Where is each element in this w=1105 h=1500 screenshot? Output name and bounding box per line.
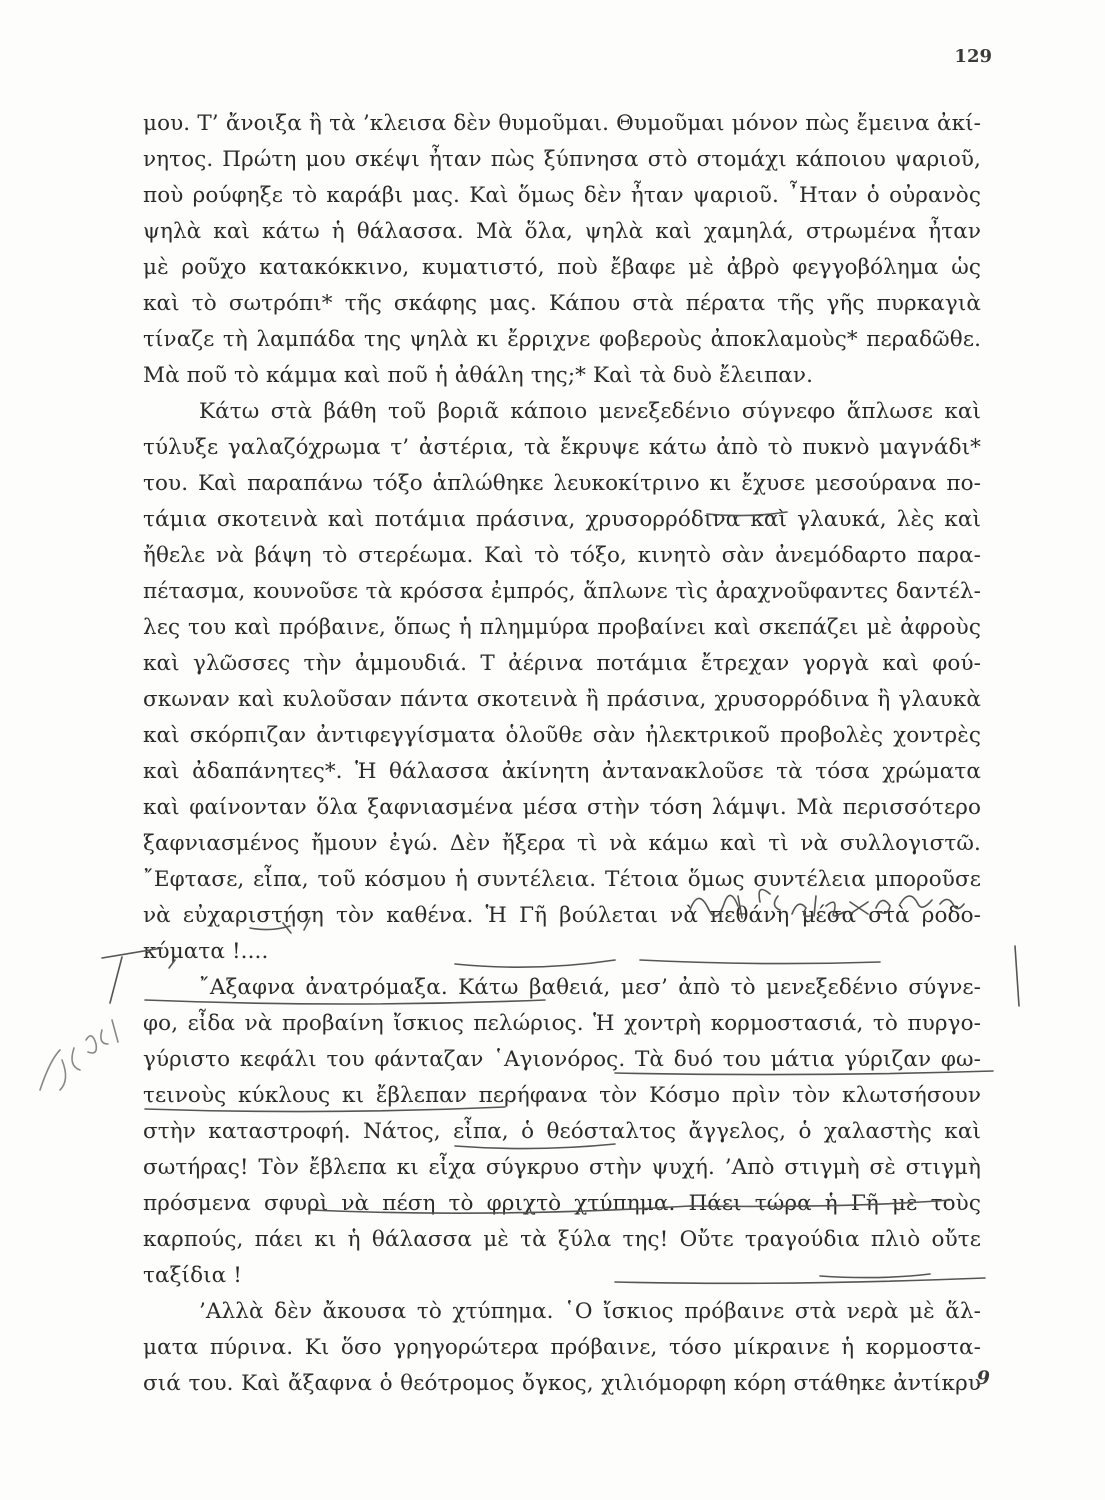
text-line: Κάτω στὰ βάθη τοῦ βοριᾶ κάποιο μενεξεδένιο σύγνεφο ἅπλωσε καὶ: [199, 399, 981, 424]
text-line: ματα πύρινα. Κι ὅσο γρηγορώτερα πρόβαινε, τόσο μίκραινε ἡ κορμοστα-: [143, 1335, 981, 1360]
text-line: ῎Αξαφνα ἀνατρόμαξα. Κάτω βαθειά, μεσ’ ἀπὸ τὸ μενεξεδένιο σύγνε-: [199, 975, 981, 1000]
text-line: καρπούς, πάει κι ἡ θάλασσα μὲ τὰ ξύλα της! Οὔτε τραγούδια πλιὸ οὔτε: [143, 1227, 981, 1252]
text-line: κύματα !....: [143, 939, 269, 964]
page-number: 129: [954, 46, 992, 67]
text-line: μὲ ροῦχο κατακόκκινο, κυματιστό, ποὺ ἔβαφε μὲ ἀβρὸ φεγγοβόλημα ὡς: [143, 255, 981, 280]
text-line: πρόσμενα σφυρὶ νὰ πέση τὸ φριχτὸ χτύπημα. Πάει τώρα ἡ Γῆ μὲ τοὺς: [143, 1191, 981, 1216]
text-line: Μὰ ποῦ τὸ κάμμα καὶ ποῦ ἡ ἀθάλη της;* Καὶ τὰ δυὸ ἔλειπαν.: [143, 363, 814, 388]
text-line: ’Αλλὰ δὲν ἄκουσα τὸ χτύπημα. ῾Ο ἴσκιος πρόβαινε στὰ νερὰ μὲ ἅλ-: [199, 1299, 981, 1324]
body-text: [143, 106, 981, 1402]
text-line: ψηλὰ καὶ κάτω ἡ θάλασσα. Μὰ ὅλα, ψηλὰ καὶ χαμηλά, στρωμένα ἦταν: [143, 219, 981, 244]
margin-annotation: [40, 1020, 118, 1090]
text-line: πέτασμα, κουνοῦσε τὰ κρόσσα ἐμπρός, ἅπλωνε τὶς ἀραχνοῦφαντες δαντέλ-: [143, 579, 981, 604]
text-line: τάμια σκοτεινὰ καὶ ποτάμια πράσινα, χρυσορρόδινα καὶ γλαυκά, λὲς καὶ: [143, 507, 981, 532]
text-line: καὶ φαίνονταν ὅλα ξαφνιασμένα μέσα στὴν τόση λάμψι. Μὰ περισσότερο: [143, 795, 981, 820]
text-line: σκωναν καὶ κυλοῦσαν πάντα σκοτεινὰ ἢ πράσινα, χρυσορρόδινα ἢ γλαυκὰ: [143, 687, 981, 712]
text-line: ποὺ ρούφηξε τὸ καράβι μας. Καὶ ὅμως δὲν ἦταν ψαριοῦ. ῏Ηταν ὁ οὐρανὸς: [143, 183, 981, 208]
text-line: σιά του. Καὶ ἄξαφνα ὁ θεότρομος ὄγκος, χιλιόμορφη κόρη στάθηκε ἀντίκρυ: [143, 1371, 981, 1396]
text-line: ξαφνιασμένος ἤμουν ἐγώ. Δὲν ἤξερα τὶ νὰ κάμω καὶ τὶ νὰ συλλογιστῶ.: [143, 831, 981, 856]
text-line: καὶ ἀδαπάνητες*. Ἡ θάλασσα ἀκίνητη ἀντανακλοῦσε τὰ τόσα χρώματα: [143, 759, 981, 784]
text-line: μου. Τ’ ἄνοιξα ἢ τὰ ’κλεισα δὲν θυμοῦμαι. Θυμοῦμαι μόνον πὼς ἔμεινα ἀκί-: [143, 111, 981, 136]
text-line: ταξίδια !: [143, 1263, 242, 1288]
text-line: ἤθελε νὰ βάψη τὸ στερέωμα. Καὶ τὸ τόξο, κινητὸ σὰν ἀνεμόδαρτο παρα-: [143, 543, 981, 568]
text-line: γύριστο κεφάλι του φάνταζαν ῾Αγιονόρος. Τὰ δυό του μάτια γύριζαν φω-: [143, 1047, 981, 1072]
text-line: τίναζε τὴ λαμπάδα της ψηλὰ κι ἔρριχνε φοβεροὺς ἀποκλαμοὺς* περαδῶθε.: [143, 327, 981, 352]
text-line: στὴν καταστροφή. Νάτος, εἶπα, ὁ θεόσταλτος ἄγγελος, ὁ χαλαστὴς καὶ: [143, 1119, 981, 1144]
text-line: του. Καὶ παραπάνω τόξο ἁπλώθηκε λευκοκίτρινο κι ἔχυσε μεσούρανα πο-: [143, 471, 981, 496]
text-line: νητος. Πρώτη μου σκέψι ἦταν πὼς ξύπνησα στὸ στομάχι κάποιου ψαριοῦ,: [143, 147, 981, 172]
right-margin-line: [1015, 946, 1019, 1006]
text-line: τύλυξε γαλαζόχρωμα τ’ ἀστέρια, τὰ ἔκρυψε κάτω ἀπὸ τὸ πυκνὸ μαγνάδι*: [143, 435, 981, 460]
text-line: νὰ εὐχαριστήση τὸν καθένα. Ἡ Γῆ βούλεται νὰ πεθάνη μέσα στὰ ροδο-: [143, 903, 981, 928]
text-line: καὶ γλῶσσες τὴν ἀμμουδιά. Τ ἀέρινα ποτάμια ἔτρεχαν γοργὰ καὶ φού-: [143, 651, 981, 676]
signature-mark: 9: [976, 1367, 990, 1389]
text-line: καὶ σκόρπιζαν ἀντιφεγγίσματα ὁλοῦθε σὰν ἠλεκτρικοῦ προβολὲς χοντρὲς: [143, 723, 981, 748]
text-line: τεινοὺς κύκλους κι ἔβλεπαν περήφανα τὸν Κόσμο πρὶν τὸν κλωτσήσουν: [143, 1083, 981, 1108]
text-line: φο, εἶδα νὰ προβαίνη ἴσκιος πελώριος. Ἡ χοντρὴ κορμοστασιά, τὸ πυργο-: [143, 1011, 981, 1036]
text-line: καὶ τὸ σωτρόπι* τῆς σκάφης μας. Κάπου στὰ πέρατα τῆς γῆς πυρκαγιὰ: [143, 291, 981, 316]
text-line: λες του καὶ πρόβαινε, ὅπως ἡ πλημμύρα προβαίνει καὶ σκεπάζει μὲ ἀφροὺς: [143, 615, 981, 640]
text-line: ῎Εφτασε, εἶπα, τοῦ κόσμου ἡ συντέλεια. Τέτοια ὅμως συντέλεια μποροῦσε: [143, 867, 981, 892]
text-line: σωτήρας! Τὸν ἔβλεπα κι εἶχα σύγκρυο στὴν ψυχή. ’Απὸ στιγμὴ σὲ στιγμὴ: [143, 1155, 981, 1180]
